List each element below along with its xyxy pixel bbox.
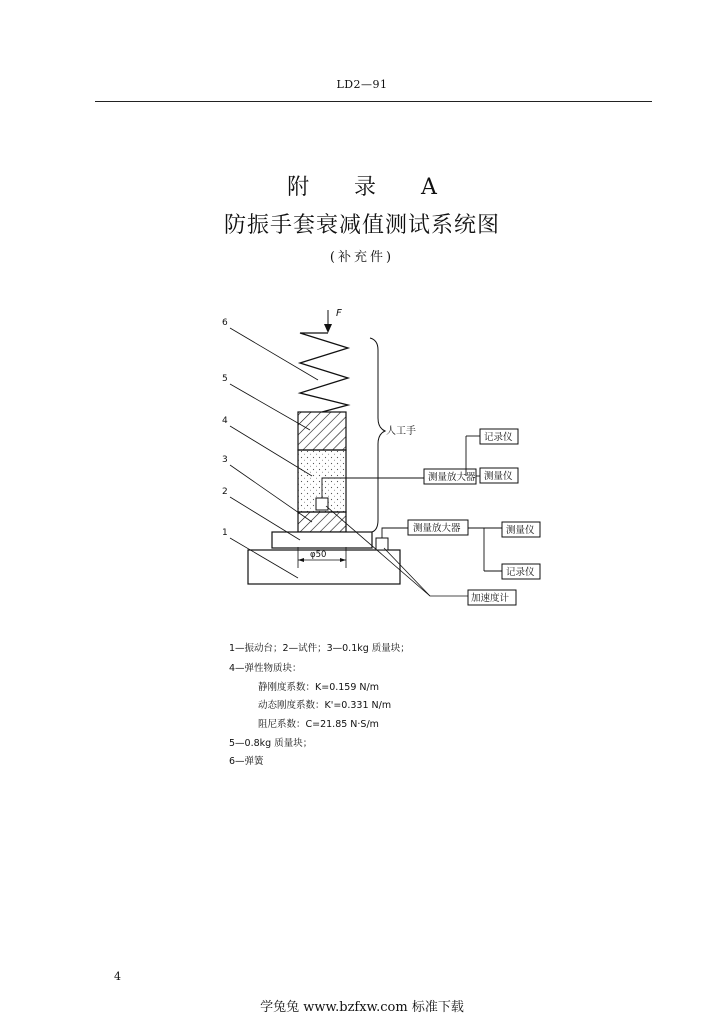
spring bbox=[300, 333, 348, 412]
hand-label: 人工手 bbox=[386, 426, 416, 437]
specimen-plate bbox=[272, 532, 372, 548]
appendix-title: 附 录 A bbox=[287, 175, 437, 200]
recorder-1-label: 记录仪 bbox=[484, 432, 513, 443]
legend-line-7: 6—弹簧 bbox=[229, 756, 264, 767]
recorder-2-label: 记录仪 bbox=[506, 567, 535, 578]
hand-bracket bbox=[370, 338, 385, 532]
force-arrow bbox=[324, 310, 332, 333]
leader-number-3: 3 bbox=[222, 455, 228, 465]
measuring-meter-2-label: 测量仪 bbox=[506, 525, 535, 536]
legend-line-4: 动态刚度系数：K'=0.331 N/m bbox=[258, 700, 392, 711]
leader-number-6: 6 bbox=[222, 318, 228, 328]
legend-line-3: 静刚度系数：K=0.159 N/m bbox=[258, 682, 379, 693]
leader-number-2: 2 bbox=[222, 487, 228, 497]
leader-number-4: 4 bbox=[222, 416, 228, 426]
leader-number-1: 1 bbox=[222, 528, 228, 538]
test-system-diagram bbox=[0, 300, 724, 620]
force-label: F bbox=[336, 308, 342, 319]
main-title: 防振手套衰减值测试系统图 bbox=[223, 213, 500, 238]
subtitle: (补充件) bbox=[329, 250, 395, 265]
inner-sensor bbox=[316, 498, 328, 510]
legend-line-1: 1—振动台；2—试件；3—0.1kg 质量块； bbox=[229, 643, 410, 654]
leader-number-5: 5 bbox=[222, 374, 228, 384]
measuring-amplifier-1-label: 测量放大器 bbox=[428, 472, 476, 483]
mass-block-0-8kg bbox=[298, 412, 346, 450]
measuring-meter-1-label: 测量仪 bbox=[484, 471, 513, 482]
legend-line-5: 阻尼系数：C=21.85 N·S/m bbox=[258, 719, 379, 730]
header-rule bbox=[95, 101, 652, 102]
diameter-label: φ50 bbox=[310, 550, 327, 560]
legend-line-2: 4—弹性物质块： bbox=[229, 663, 302, 674]
legend-line-6: 5—0.8kg 质量块； bbox=[229, 738, 313, 749]
mass-block-0-1kg bbox=[298, 512, 346, 532]
accelerometer-label: 加速度计 bbox=[471, 593, 510, 604]
accelerometer-sensor bbox=[376, 538, 388, 550]
header-code: LD2—91 bbox=[336, 78, 388, 91]
page-number: 4 bbox=[114, 970, 121, 983]
footer-watermark[interactable]: 学兔兔 www.bzfxw.com 标准下载 bbox=[260, 1000, 464, 1015]
measuring-amplifier-2-label: 测量放大器 bbox=[413, 523, 461, 534]
